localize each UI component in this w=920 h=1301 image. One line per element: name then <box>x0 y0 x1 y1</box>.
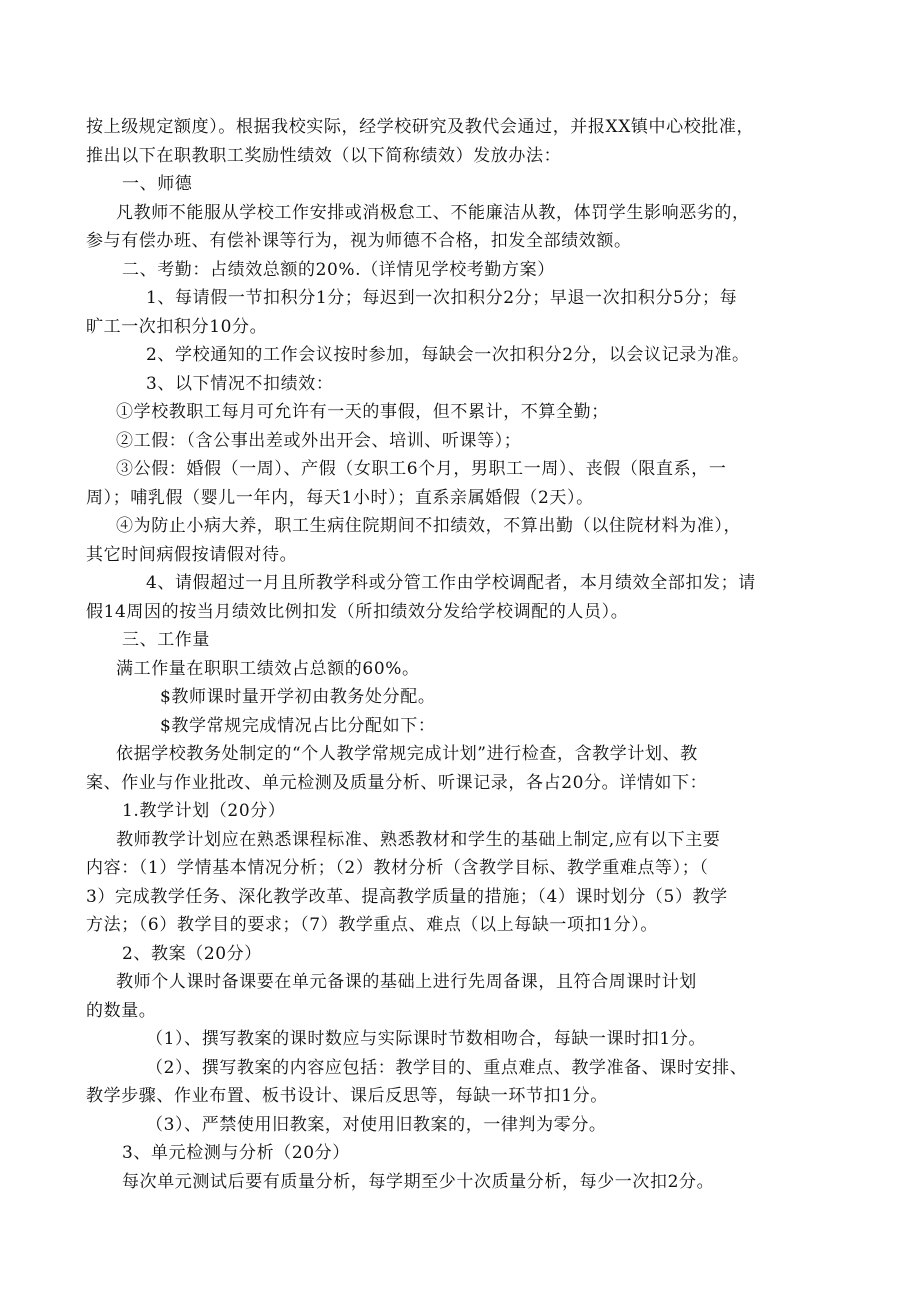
text-line: 其它时间病假按请假对待。 <box>86 545 298 565</box>
text-line: 方法；（6）教学目的要求；（7）教学重点、难点（以上每缺一项扣1分）。 <box>86 915 658 935</box>
text-line: （2）、撰写教案的内容应包括：教学目的、重点难点、教学准备、课时安排、 <box>146 1058 748 1078</box>
list-item: ②工假：（含公事出差或外出开会、培训、听课等）； <box>116 431 522 451</box>
text-line: 教师教学计划应在熟悉课程标准、熟悉教材和学生的基础上制定,应有以下主要 <box>116 830 721 850</box>
list-item: ④为防止小病大养，职工生病住院期间不扣绩效，不算出勤（以住院材料为准）， <box>116 516 742 536</box>
text-line: 4、请假超过一月且所教学科或分管工作由学校调配者，本月绩效全部扣发；请 <box>146 573 756 593</box>
text-line: 教学步骤、作业布置、板书设计、课后反思等，每缺一环节扣1分。 <box>86 1086 608 1106</box>
text-line: 旷工一次扣积分10分。 <box>86 317 268 337</box>
text-line: 满工作量在职职工绩效占总额的60%。 <box>116 659 420 679</box>
text-line: 3）完成教学任务、深化教学改革、提高教学质量的措施；（4）课时划分（5）教学 <box>86 887 728 907</box>
text-line: 教师个人课时备课要在单元备课的基础上进行先周备课，且符合周课时计划 <box>116 972 697 992</box>
text-line: 每次单元测试后要有质量分析，每学期至少十次质量分析，每少一次扣2分。 <box>122 1172 715 1192</box>
text-line: 2、学校通知的工作会议按时参加，每缺会一次扣积分2分，以会议记录为准。 <box>146 345 750 365</box>
text-line: 3、以下情况不扣绩效： <box>146 374 334 394</box>
list-item: ①学校教职工每月可允许有一天的事假，但不累计，不算全勤； <box>116 402 609 422</box>
subsection-heading: 1.教学计划（20分） <box>122 801 286 821</box>
subsection-heading: 3、单元检测与分析（20分） <box>122 1143 350 1163</box>
text-line: 推出以下在职教职工奖励性绩效（以下简称绩效）发放办法： <box>86 146 562 166</box>
text-line: （3）、严禁使用旧教案，对使用旧教案的，一律判为零分。 <box>146 1115 607 1135</box>
text-line: 的数量。 <box>86 1001 157 1021</box>
text-line: 参与有偿办班、有偿补课等行为，视为师德不合格，扣发全部绩效额。 <box>86 231 632 251</box>
text-line: 凡教师不能服从学校工作安排或消极怠工、不能廉洁从教，体罚学生影响恶劣的， <box>116 203 750 223</box>
text-line: 周）；哺乳假（婴儿一年内，每天1小时）；直系亲属婚假（2天）。 <box>86 488 594 508</box>
section-heading: 一、师德 <box>122 174 193 194</box>
text-line: $教学常规完成情况占比分配如下： <box>160 716 436 736</box>
text-line: 内容：（1）学情基本情况分析；（2）教材分析（含教学目标、教学重难点等）；（ <box>86 858 709 878</box>
list-item: ③公假：婚假（一周）、产假（女职工6个月，男职工一周）、丧假（限直系，一 <box>116 459 727 479</box>
text-line: $教师课时量开学初由教务处分配。 <box>160 687 436 707</box>
text-line: （1）、撰写教案的课时数应与实际课时节数相吻合，每缺一课时扣1分。 <box>146 1029 706 1049</box>
text-line: 依据学校教务处制定的“个人教学常规完成计划”进行检查，含教学计划、教 <box>116 744 698 764</box>
text-line: 假14周因的按当月绩效比例扣发（所扣绩效分发给学校调配的人员）。 <box>86 602 629 622</box>
text-line: 按上级规定额度）。根据我校实际，经学校研究及教代会通过，并报XX镇中心校批准， <box>86 117 755 137</box>
text-line: 案、作业与作业批改、单元检测及质量分析、听课记录，各占20分。详情如下： <box>86 773 708 793</box>
subsection-heading: 2、教案（20分） <box>122 944 262 964</box>
section-heading: 二、考勤：占绩效总额的20%.（详情见学校考勤方案） <box>122 260 555 280</box>
section-heading: 三、工作量 <box>122 630 210 650</box>
text-line: 1、每请假一节扣积分1分；每迟到一次扣积分2分；早退一次扣积分5分；每 <box>146 288 738 308</box>
